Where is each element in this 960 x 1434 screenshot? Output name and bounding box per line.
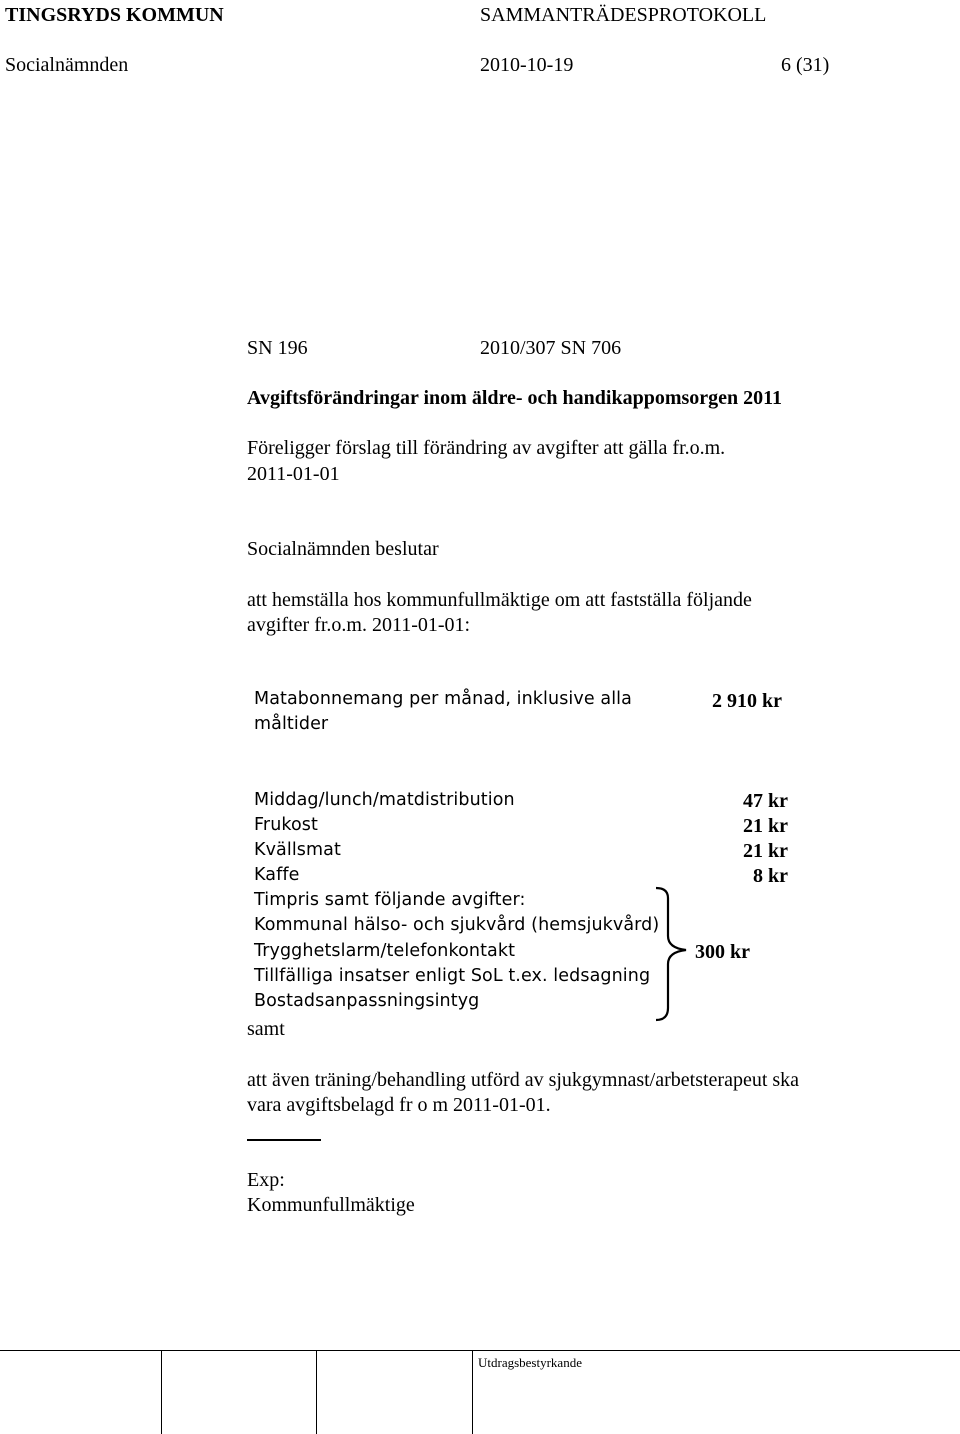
hourly-amount: 300 kr (695, 941, 750, 963)
hourly-heading: Timpris samt följande avgifter: (254, 890, 526, 910)
subscription-label-line-2: måltider (254, 714, 329, 734)
closing-line-2: vara avgiftsbelagd fr o m 2011-01-01. (247, 1094, 551, 1116)
fee-item-amount: 47 kr (743, 790, 788, 812)
document-type: SAMMANTRÄDESPROTOKOLL (480, 4, 767, 26)
curly-brace (652, 884, 692, 1024)
fee-item-amount: 21 kr (743, 815, 788, 837)
case-title: Avgiftsförändringar inom äldre- och handikappomsorgen 2011 (247, 387, 783, 409)
hourly-item: Trygghetslarm/telefonkontakt (254, 941, 516, 961)
meeting-date: 2010-10-19 (480, 54, 574, 76)
fee-item-label: Frukost (254, 815, 318, 835)
hourly-item: Tillfälliga insatser enligt SoL t.ex. ledsagning (254, 966, 651, 986)
decision-line-2: avgifter fr.o.m. 2011-01-01: (247, 614, 471, 636)
intro-line-2: 2011-01-01 (247, 463, 340, 485)
page-number: 6 (31) (781, 54, 830, 76)
fee-item-label: Middag/lunch/matdistribution (254, 790, 515, 810)
fee-item-amount: 21 kr (743, 840, 788, 862)
diary-number: 2010/307 SN 706 (480, 337, 622, 359)
subscription-amount: 2 910 kr (712, 690, 782, 712)
hourly-item: Bostadsanpassningsintyg (254, 991, 480, 1011)
exp-label: Exp: (247, 1169, 285, 1191)
fee-item-label: Kaffe (254, 865, 300, 885)
subscription-label-line-1: Matabonnemang per månad, inklusive alla (254, 689, 632, 709)
decision-heading: Socialnämnden beslutar (247, 538, 439, 560)
org-name: TINGSRYDS KOMMUN (5, 4, 224, 26)
separator-line (247, 1139, 321, 1141)
committee-name: Socialnämnden (5, 54, 129, 76)
case-number: SN 196 (247, 337, 308, 359)
fee-item-label: Kvällsmat (254, 840, 341, 860)
closing-line-1: att även träning/behandling utförd av sjukgymnast/arbetsterapeut ska (247, 1069, 800, 1091)
decision-line-1: att hemställa hos kommunfullmäktige om att fastställa följande (247, 589, 752, 611)
intro-line-1: Föreligger förslag till förändring av avgifter att gälla fr.o.m. (247, 437, 726, 459)
hourly-item: Kommunal hälso- och sjukvård (hemsjukvård) (254, 915, 660, 935)
footer-label: Utdragsbestyrkande (478, 1355, 582, 1370)
samt-text: samt (247, 1018, 285, 1040)
exp-recipient: Kommunfullmäktige (247, 1194, 415, 1216)
fee-item-amount: 8 kr (753, 865, 788, 887)
